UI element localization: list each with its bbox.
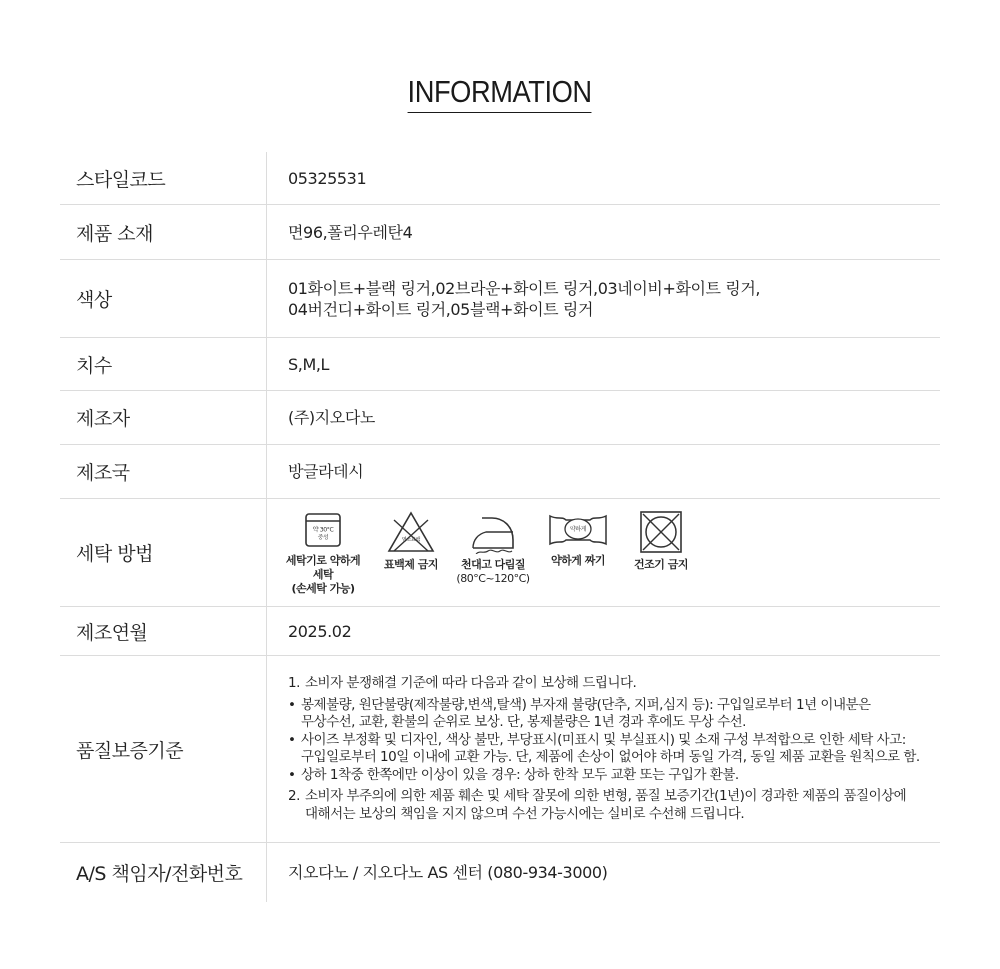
quality-bullet-3-line1: • 상하 1착중 한쪽에만 이상이 있을 경우: 상하 한착 모두 교환 또는 구입가 환불. (301, 766, 739, 783)
row-quality (60, 656, 940, 843)
row-color (60, 260, 940, 338)
quality-item-2-line1: 소비자 부주의에 의한 제품 훼손 및 세탁 잘못에 의한 변형, 품질 보증기간(1년)이 경과한 제품의 품질이상에 (305, 788, 907, 804)
quality-item-2-num: 2. (288, 788, 300, 804)
quality-bullet-1 (288, 697, 920, 732)
label-washing: 세탁 방법 (60, 499, 267, 606)
label-as: A/S 책임자/전화번호 (60, 843, 267, 902)
quality-item-2-line2: 대해서는 보상의 책임을 지지 않으며 수선 가능시에는 실비로 수선해 드립니다. (305, 805, 745, 822)
care-label-wring: 약하게 짜기 (551, 553, 605, 567)
bleach-inner-text: 염소표백 (401, 536, 421, 543)
value-washing (267, 499, 940, 606)
label-style-code: 스타일코드 (60, 152, 267, 204)
value-color (267, 260, 940, 337)
quality-bullets (288, 697, 920, 785)
wash-neutral-text: 중성 (317, 534, 329, 541)
label-color: 색상 (60, 260, 267, 337)
row-washing (60, 499, 940, 607)
row-as (60, 843, 940, 902)
row-manufacturer (60, 391, 940, 445)
no-bleach-icon (386, 510, 436, 554)
no-tumble-dry-icon (639, 510, 683, 554)
washing-machine-30c-icon (303, 510, 343, 550)
quality-bullet-3 (288, 767, 920, 785)
care-label-bleach: 표백제 금지 (384, 557, 438, 571)
value-style-code: 05325531 (288, 168, 367, 188)
quality-item-1-text: 소비자 분쟁해결 기준에 따라 다음과 같이 보상해 드립니다. (305, 675, 637, 691)
value-country: 방글라데시 (288, 462, 364, 481)
label-date: 제조연월 (60, 607, 267, 655)
label-material: 제품 소재 (60, 205, 267, 259)
value-quality (267, 656, 940, 842)
care-sub-iron: (80°C~120°C) (456, 571, 530, 585)
quality-item-1 (288, 675, 920, 693)
quality-bullet-1-line1: • 봉제불량, 원단불량(제작불량,변색,탈색) 부자재 불량(단추, 지퍼,심지 등): 구입일로부터 1년 이내분은 (301, 696, 871, 713)
value-material: 면96,폴리우레탄4 (288, 222, 413, 242)
value-manufacturer: (주)지오다노 (288, 408, 375, 427)
wring-inner-text: 약하게 (569, 525, 587, 533)
care-item-bleach (382, 510, 440, 572)
care-icons (282, 510, 712, 596)
iron-icon (470, 510, 516, 554)
label-manufacturer: 제조자 (60, 391, 267, 444)
row-country (60, 445, 940, 499)
color-line-2: 04버건디+화이트 링거,05블랙+화이트 링거 (288, 299, 594, 319)
care-label-dry: 건조기 금지 (634, 557, 688, 571)
care-sub-wash: (손세탁 가능) (291, 581, 355, 595)
label-quality: 품질보증기준 (60, 656, 267, 842)
row-style-code (60, 152, 940, 205)
row-date (60, 607, 940, 656)
quality-item-1-num: 1. (288, 675, 300, 691)
care-item-dry (628, 510, 694, 572)
value-date: 2025.02 (288, 621, 352, 641)
title-wrap (0, 74, 1000, 113)
page-title: INFORMATION (408, 74, 592, 113)
care-item-wring (546, 510, 610, 568)
row-size (60, 338, 940, 391)
quality-bullet-2-line1: • 사이즈 부정확 및 디자인, 색상 불만, 부당표시(미표시 및 부실표시) 및 소재 구성 부적합으로 인한 세탁 사고: (301, 731, 906, 748)
care-label-iron: 천대고 다림질 (460, 557, 526, 571)
label-size: 치수 (60, 338, 267, 390)
quality-bullet-2-line2: 구입일로부터 10일 이내에 교환 가능. 단, 제품에 손상이 없어야 하며 동일 가격, 동일 제품 교환을 원칙으로 함. (301, 749, 920, 765)
label-country: 제조국 (60, 445, 267, 498)
wring-gently-icon (548, 510, 608, 550)
info-table (60, 152, 940, 902)
quality-bullet-2 (288, 732, 920, 767)
care-item-wash (282, 510, 364, 596)
value-size: S,M,L (288, 354, 330, 374)
row-material (60, 205, 940, 260)
wash-temp-text: 약 30°C (312, 526, 334, 533)
quality-bullet-1-line2: 무상수선, 교환, 환불의 순위로 보상. 단, 봉제불량은 1년 경과 후에도 무상 수선. (301, 714, 746, 730)
value-as: 지오다노 / 지오다노 AS 센터 (080-934-3000) (288, 863, 608, 882)
care-item-iron (458, 510, 528, 585)
color-line-1: 01화이트+블랙 링거,02브라운+화이트 링거,03네이비+화이트 링거, (288, 278, 761, 298)
care-label-wash: 세탁기로 약하게 세탁 (285, 553, 361, 581)
quality-item-2 (288, 788, 920, 823)
